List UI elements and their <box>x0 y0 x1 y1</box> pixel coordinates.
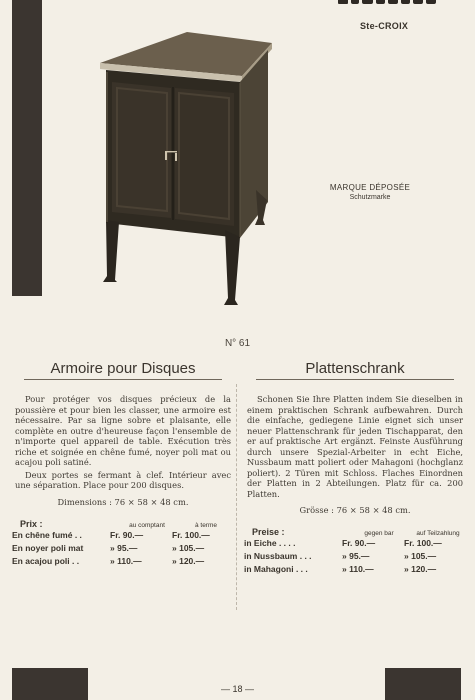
price-row <box>244 550 466 563</box>
price-row <box>12 529 234 542</box>
price-cash: Fr. 90.— <box>342 538 376 548</box>
column-divider <box>236 384 237 610</box>
price-label: En acajou poli . . <box>12 555 80 566</box>
price-term: » 120.— <box>172 555 205 566</box>
german-title: Plattenschrank <box>305 360 405 377</box>
french-title: Armoire pour Disques <box>50 360 196 377</box>
german-prices-title: Preise : <box>252 527 285 537</box>
price-cash: » 110.— <box>110 555 142 566</box>
french-price-header <box>12 519 234 529</box>
german-title-rule <box>256 379 454 380</box>
model-number: N° 61 <box>224 338 251 349</box>
trademark-notice <box>310 183 430 201</box>
price-cash: » 95.— <box>110 542 138 553</box>
price-cash: » 110.— <box>342 564 374 574</box>
decorative-bar-left <box>12 0 42 296</box>
german-description <box>244 394 466 499</box>
trademark-de: Schutzmarke <box>349 194 391 201</box>
brand-logo <box>336 0 440 8</box>
french-col-cash: au comptant <box>129 521 165 529</box>
german-price-header <box>244 527 466 537</box>
price-term: » 105.— <box>404 551 437 561</box>
price-label: in Nussbaum . . . <box>244 551 312 561</box>
price-row <box>12 555 234 568</box>
price-cash: » 95.— <box>342 551 370 561</box>
price-term: » 105.— <box>172 542 205 553</box>
french-dimensions: Dimensions : 76 × 58 × 48 cm. <box>57 496 189 507</box>
french-prices-title: Prix : <box>20 518 43 529</box>
german-column <box>244 360 466 576</box>
german-paragraph-1: Schonen Sie Ihre Platten indem Sie dieselben in einem praktischen Schrank aufbewahren. Durch die einfache, gediegene Linie eignet sich unser neuer Plattenschrank für jeden Tischapparat, den er auf praktische Art ergänzt. Feinste Ausführung durch unsere Spezial-Arbeiter in echt Eiche, Nussbaum matt poliert oder Mahagoni (hochglanz poliert). 2 Türen mit Schloss. Flaches Einordnen der Platten in 2 Abteilungen. Platz für ca. 200 Platten. <box>247 394 463 499</box>
german-col-term: auf Teilzahlung <box>416 530 460 537</box>
french-col-term: à terme <box>194 521 218 529</box>
trademark-fr: MARQUE DÉPOSÉE <box>329 183 411 192</box>
page-number: — 18 — <box>220 684 254 694</box>
price-row <box>244 563 466 576</box>
brand-logo-text: Thorens <box>385 3 391 4</box>
price-row <box>12 542 234 555</box>
french-title-rule <box>24 379 222 380</box>
german-dimensions: Grösse : 76 × 58 × 48 cm. <box>299 505 411 515</box>
price-term: » 120.— <box>404 564 437 574</box>
french-description <box>12 394 234 491</box>
price-term: Fr. 100.— <box>404 538 442 548</box>
price-label: in Eiche . . . . <box>244 538 296 548</box>
price-label: En noyer poli mat <box>12 542 84 553</box>
french-column <box>12 360 234 568</box>
price-label: in Mahagoni . . . <box>244 564 308 574</box>
price-term: Fr. 100.— <box>172 529 210 540</box>
brand-city: Ste-CROIX <box>360 21 409 31</box>
record-cabinet-photo <box>95 30 280 315</box>
french-paragraph-1: Pour protéger vos disques précieux de la poussière et pour bien les classer, une armoire est nécessaire. Par sa ligne sobre et plaisante, elle complète en outre d'heureuse façon l'ensemble de n'importe quel appareil de table. Exécution très riche et soignée en chêne fumé, noyer poli mat ou acajou poli satiné. <box>15 394 231 467</box>
price-row <box>244 537 466 550</box>
german-col-cash: gegen bar <box>364 530 394 537</box>
price-cash: Fr. 90.— <box>110 529 144 540</box>
french-paragraph-2: Deux portes se fermant à clef. Intérieur avec une séparation. Place pour 200 disques. <box>15 469 231 490</box>
price-label: En chêne fumé . . <box>12 529 82 540</box>
